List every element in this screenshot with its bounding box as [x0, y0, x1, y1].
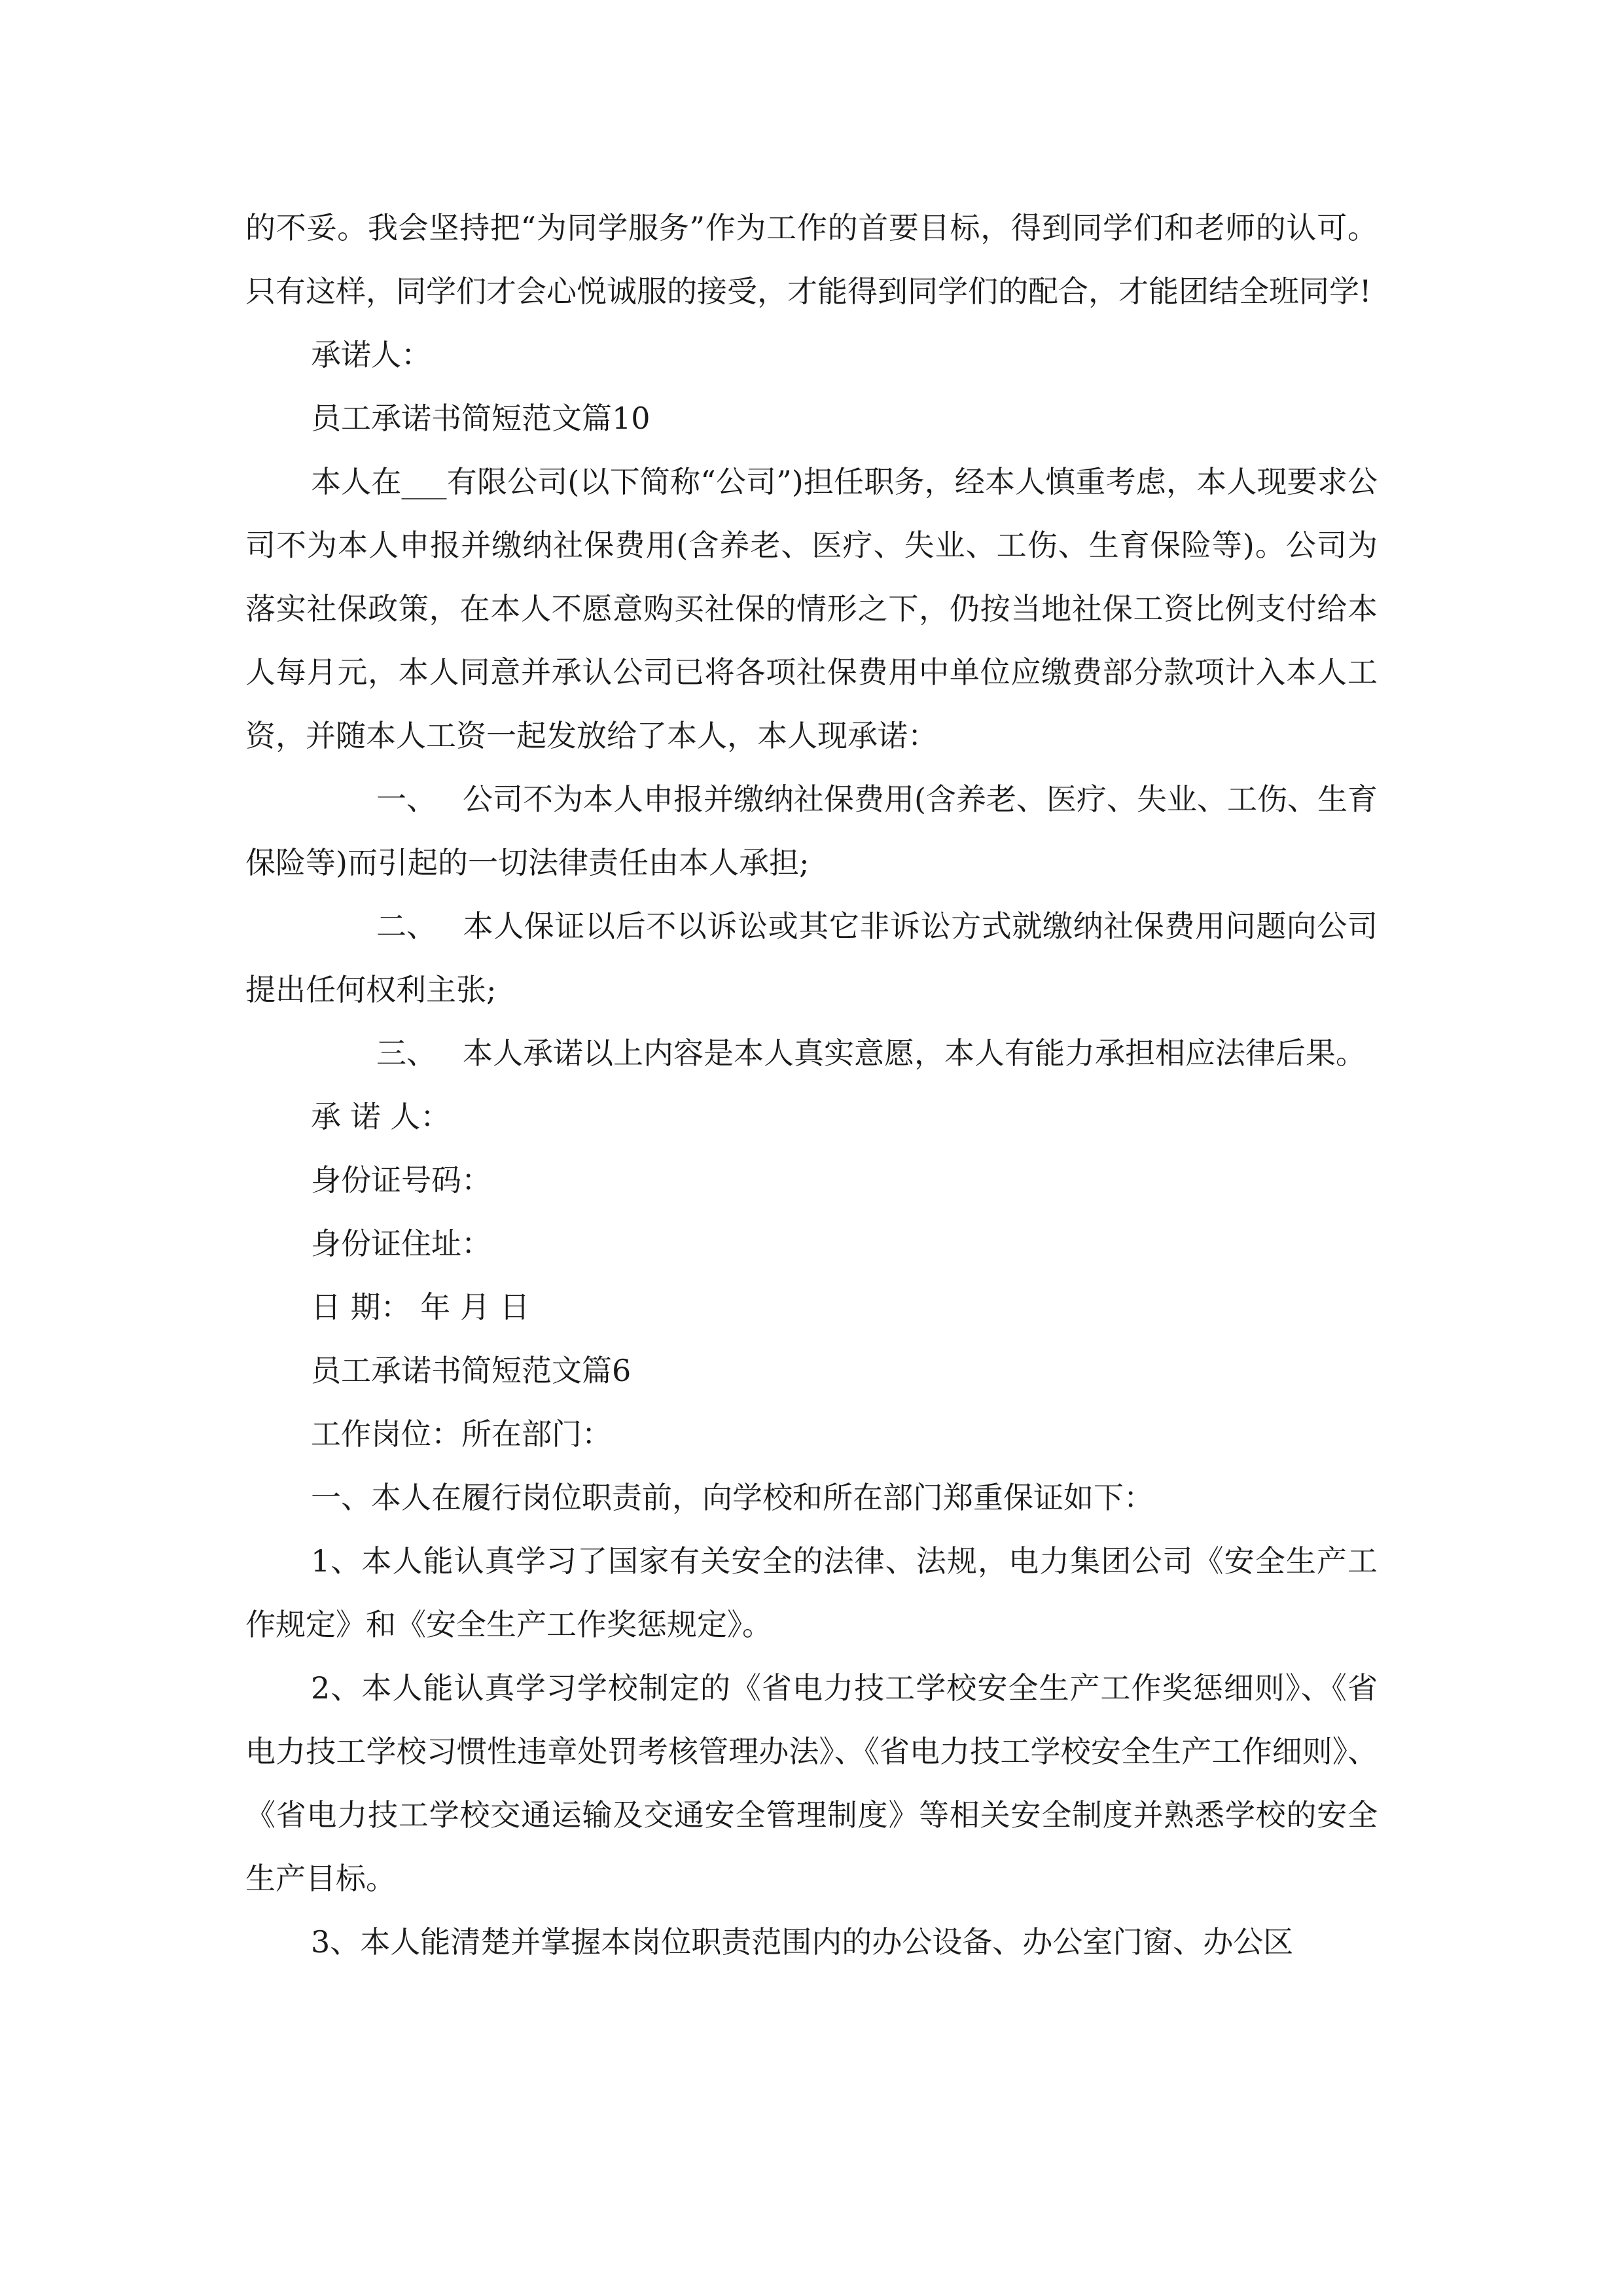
- signature-promisor: 承 诺 人：: [311, 1099, 451, 1134]
- signature-date: 日 期： 年 月 日: [311, 1289, 530, 1325]
- signature-id-number: 身份证号码：: [311, 1162, 491, 1198]
- list-item-marker: 二、: [376, 908, 437, 944]
- paragraph-intro-10: 本人在___有限公司(以下简称“公司”)担任职务，经本人慎重考虑，本人现要求公司不为本人申报并缴纳社保费用(含养老、医疗、失业、工伤、生育保险等)。公司为落实社保政策，在本人不愿意购买社保的情形之下，仍按当地社保工资比例支付给本人每月元，本人同意并承认公司已将各项社保费用中单位应缴费部分款项计入本人工资，并随本人工资一起发放给了本人，本人现承诺：: [245, 464, 1378, 753]
- promisor-line: 承诺人：: [311, 337, 431, 372]
- pledge-item-2: 2、本人能认真学习学校制定的《省电力技工学校安全生产工作奖惩细则》、《省电力技工学校习惯性违章处罚考核管理办法》、《省电力技工学校安全生产工作细则》、《省电力技工学校交通运输及交通安全管理制度》等相关安全制度并熟悉学校的安全生产目标。: [245, 1670, 1378, 1896]
- pledge-intro: 一、本人在履行岗位职责前，向学校和所在部门郑重保证如下：: [311, 1480, 1154, 1515]
- list-item-2: [245, 895, 1378, 1022]
- list-item-marker: 一、: [376, 781, 437, 817]
- list-item-1: [245, 768, 1378, 895]
- signature-id-address: 身份证住址：: [311, 1226, 491, 1261]
- list-item-marker: 三、: [376, 1035, 437, 1071]
- section-heading-10: 员工承诺书简短范文篇10: [311, 401, 651, 436]
- list-item-text: 本人保证以后不以诉讼或其它非诉讼方式就缴纳社保费用问题向公司提出任何权利主张;: [245, 908, 1378, 1007]
- list-item-text: 公司不为本人申报并缴纳社保费用(含养老、医疗、失业、工伤、生育保险等)而引起的一切法律责任由本人承担;: [245, 781, 1378, 880]
- section-heading-6: 员工承诺书简短范文篇6: [311, 1353, 632, 1388]
- list-item-text: 本人承诺以上内容是本人真实意愿，本人有能力承担相应法律后果。: [463, 1035, 1366, 1071]
- paragraph-1: 的不妥。我会坚持把“为同学服务”作为工作的首要目标，得到同学们和老师的认可。只有这样，同学们才会心悦诚服的接受，才能得到同学们的配合，才能团结全班同学!: [245, 210, 1378, 309]
- document-body: [245, 196, 1378, 1974]
- job-position-line: 工作岗位：所在部门：: [311, 1416, 612, 1452]
- pledge-item-1: 1、本人能认真学习了国家有关安全的法律、法规，电力集团公司《安全生产工作规定》和《安全生产工作奖惩规定》。: [245, 1543, 1378, 1642]
- pledge-item-3: 3、本人能清楚并掌握本岗位职责范围内的办公设备、办公室门窗、办公区: [311, 1924, 1294, 1960]
- list-item-3: [245, 1022, 1378, 1085]
